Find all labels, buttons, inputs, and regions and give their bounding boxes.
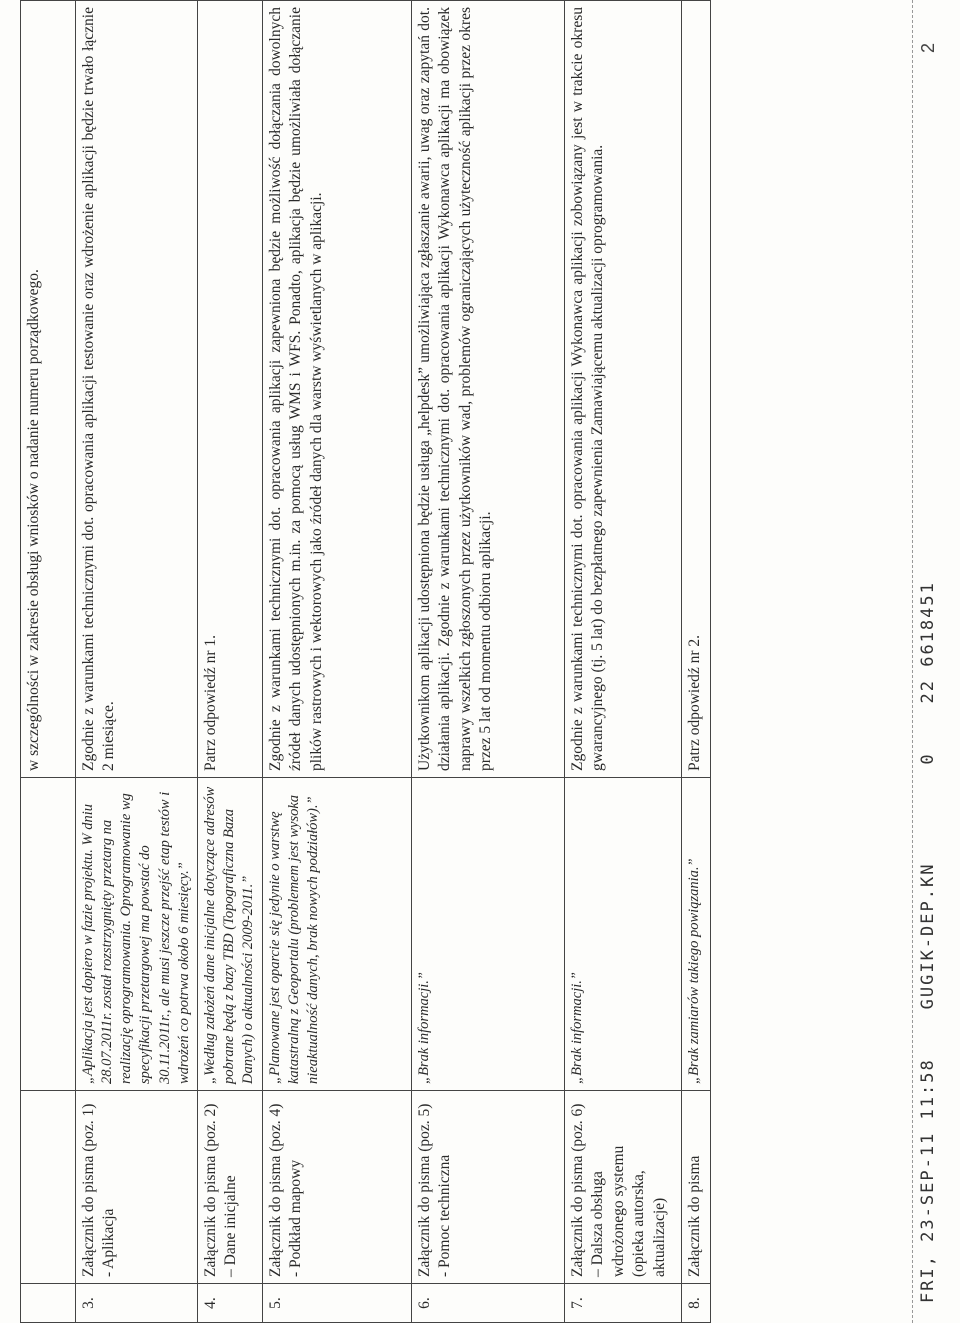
response-text: Patrz odpowiedź nr 2. xyxy=(681,1,710,778)
attachment-reference: Załącznik do pisma (poz. 2) – Dane inicjalne xyxy=(197,1091,262,1284)
row-number: 7. xyxy=(564,1284,681,1323)
response-table xyxy=(20,0,711,1323)
table-row xyxy=(564,1,681,1323)
quoted-statement: „Brak informacji.” xyxy=(564,778,681,1091)
response-text: Patrz odpowiedź nr 1. xyxy=(197,1,262,778)
attachment-reference: Załącznik do pisma (poz. 6) – Dalsza obsługa wdrożonego systemu (opieka autorska, aktualizacje) xyxy=(564,1091,681,1284)
table-row xyxy=(76,1,198,1323)
row-number: 6. xyxy=(411,1284,564,1323)
quoted-statement xyxy=(21,778,76,1091)
quoted-statement: „Brak zamiarów takiego powiązania.” xyxy=(681,778,710,1091)
quoted-statement: „Planowane jest oparcie się jedynie o warstwę katastralną z Geoportalu (problemem jest wysoka nieaktualność danych, brak nowych podziałów).” xyxy=(262,778,411,1091)
page-number: 2 xyxy=(918,42,938,53)
response-text: Zgodnie z warunkami technicznymi dot. opracowania aplikacji zapewniona będzie możliwość dołączania dowolnych źródeł danych udostępnionych m.in. za pomocą usług WMS i WFS. Ponadto, aplikacja będzie umożliwiała dołączanie plików rastrowych i wektorowych jako źródeł danych dla warstw wyświetlanych w aplikacji. xyxy=(262,1,411,778)
attachment-reference: Załącznik do pisma (poz. 1) - Aplikacja xyxy=(76,1091,198,1284)
quoted-statement: „Brak informacji.” xyxy=(411,778,564,1091)
row-number: 4. xyxy=(197,1284,262,1323)
table-row xyxy=(411,1,564,1323)
attachment-reference: Załącznik do pisma (poz. 4) - Podkład mapowy xyxy=(262,1091,411,1284)
attachment-reference xyxy=(21,1091,76,1284)
response-text: w szczególności w zakresie obsługi wniosków o nadanie numeru porządkowego. xyxy=(21,1,76,778)
table-row xyxy=(262,1,411,1323)
table-row xyxy=(197,1,262,1323)
fax-transmission-header: FRI, 23-SEP-11 11:58 GUGIK-DEP.KN 0 22 6618451 xyxy=(918,581,938,1303)
row-number: 3. xyxy=(76,1284,198,1323)
attachment-reference: Załącznik do pisma xyxy=(681,1091,710,1284)
quoted-statement: „Według założeń dane inicjalne dotyczące adresów pobrane będą z bazy TBD (Topograficzna Baza Danych) o aktualności 2009-2011.” xyxy=(197,778,262,1091)
row-number: 8. xyxy=(681,1284,710,1323)
quoted-statement: „Aplikacja jest dopiero w fazie projektu. W dniu 28.07.2011r. został rozstrzygnięty przetarg na realizację oprogramowania. Oprogramowanie wg specyfikacji przetargowej ma powstać do 30.11.2011r., ale musi jeszcze przejść etap testów i wdrożeń co potrwa około 6 miesięcy.” xyxy=(76,778,198,1091)
row-number xyxy=(21,1284,76,1323)
attachment-reference: Załącznik do pisma (poz. 5) - Pomoc techniczna xyxy=(411,1091,564,1284)
table-row xyxy=(21,1,76,1323)
response-text: Zgodnie z warunkami technicznymi dot. opracowania aplikacji Wykonawca aplikacji zobowiązany jest w trakcie okresu gwarancyjnego (tj. 5 lat) do bezpłatnego zapewnienia Zamawiającemu aktualizacji oprogramowania. xyxy=(564,1,681,778)
response-text: Zgodnie z warunkami technicznymi dot. opracowania aplikacji testowanie oraz wdrożenie aplikacji będzie trwało łącznie 2 miesiące. xyxy=(76,1,198,778)
fax-separator-line xyxy=(912,0,913,1323)
response-text: Użytkownikom aplikacji udostępniona będzie usługa „helpdesk” umożliwiająca zgłaszanie awarii, uwag oraz zapytań dot. działania aplikacji. Zgodnie z warunkami technicznymi dot. opracowania aplikacji Wykonawca aplikacji ma obowiązek naprawy wszelkich zgłoszonych przez użytkowników wad, problemów ograniczających użyteczność aplikacji przez okres przez 5 lat od momentu odbioru aplikacji. xyxy=(411,1,564,778)
table-row xyxy=(681,1,710,1323)
row-number: 5. xyxy=(262,1284,411,1323)
